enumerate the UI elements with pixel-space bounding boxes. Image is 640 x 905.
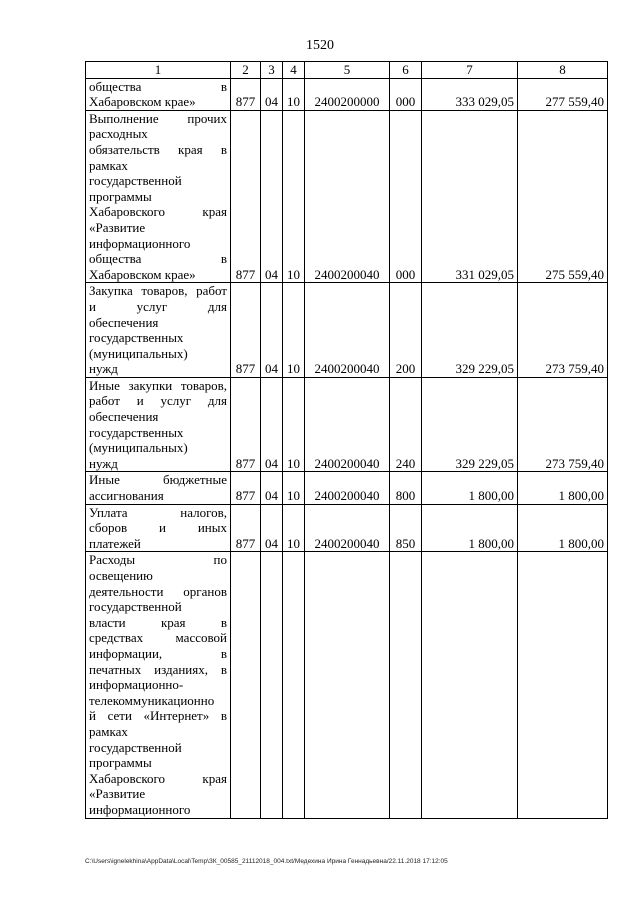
description-line: информационно- [89, 677, 184, 693]
amount-cell [422, 552, 518, 818]
amount-cell: 333 029,05 [422, 78, 518, 110]
description-line: средствах массовой [89, 630, 227, 646]
table-row [86, 552, 608, 818]
table-row [86, 472, 608, 504]
section-cell: 04 [261, 377, 283, 472]
description-line: обязательств края в [89, 141, 227, 157]
expense-type-cell: 200 [390, 283, 422, 378]
target-code-cell: 2400200000 [305, 78, 390, 110]
description-line: работ и услуг для [89, 393, 227, 409]
column-header: 5 [305, 62, 390, 79]
description-line: сборов и иных [89, 520, 227, 536]
description-line: (муниципальных) [89, 440, 188, 456]
description-line: Хабаровском крае» [89, 94, 196, 110]
description-line: обеспечения [89, 314, 159, 330]
amount-cell: 329 229,05 [422, 377, 518, 472]
description-line: и услуг для [89, 298, 227, 314]
description-line: Иные бюджетные [89, 472, 227, 488]
description-line: общества в [89, 251, 227, 267]
column-header: 7 [422, 62, 518, 79]
description-cell [86, 552, 231, 818]
table-row [86, 377, 608, 472]
target-code-cell [305, 552, 390, 818]
description-line: (муниципальных) [89, 345, 188, 361]
section-cell [261, 552, 283, 818]
amount-cell: 1 800,00 [422, 504, 518, 552]
code-cell: 877 [231, 78, 261, 110]
description-line: информации, в [89, 645, 227, 661]
section-cell: 04 [261, 472, 283, 504]
description-line: государственных [89, 330, 184, 346]
description-line: Уплата налогов, [89, 504, 227, 520]
description-cell [86, 504, 231, 552]
description-line: Иные закупки товаров, [89, 377, 227, 393]
code-cell: 877 [231, 377, 261, 472]
description-line: государственной [89, 173, 182, 189]
description-line: телекоммуникационно [89, 692, 215, 708]
description-line: деятельности органов [89, 583, 227, 599]
description-line: Хабаровского края [89, 204, 227, 220]
subsection-cell: 10 [283, 110, 305, 283]
table-row [86, 110, 608, 283]
description-line: платежей [89, 535, 141, 551]
description-cell [86, 377, 231, 472]
budget-table [85, 61, 608, 819]
expense-type-cell [390, 552, 422, 818]
subsection-cell [283, 552, 305, 818]
expense-type-cell: 240 [390, 377, 422, 472]
description-line: государственной [89, 599, 182, 615]
description-line: обеспечения [89, 409, 159, 425]
subsection-cell: 10 [283, 283, 305, 378]
amount-cell: 329 229,05 [422, 283, 518, 378]
amount-cell: 1 800,00 [518, 472, 608, 504]
description-line: общества в [89, 78, 227, 94]
expense-type-cell: 000 [390, 110, 422, 283]
description-line: рамках [89, 157, 128, 173]
page-number: 1520 [306, 38, 334, 53]
description-cell [86, 472, 231, 504]
amount-cell: 273 759,40 [518, 377, 608, 472]
description-line: Закупка товаров, работ [89, 283, 227, 299]
table-row [86, 78, 608, 110]
description-line: Расходы по [89, 552, 227, 568]
description-line: информационного [89, 235, 191, 251]
code-cell [231, 552, 261, 818]
target-code-cell: 2400200040 [305, 283, 390, 378]
description-line: й сети «Интернет» в [89, 708, 227, 724]
description-cell [86, 283, 231, 378]
amount-cell: 331 029,05 [422, 110, 518, 283]
amount-cell [518, 552, 608, 818]
column-header: 8 [518, 62, 608, 79]
target-code-cell: 2400200040 [305, 472, 390, 504]
amount-cell: 1 800,00 [518, 504, 608, 552]
description-line: рамках [89, 723, 128, 739]
amount-cell: 1 800,00 [422, 472, 518, 504]
description-line: ассигнования [89, 488, 164, 504]
description-line: Выполнение прочих [89, 110, 227, 126]
code-cell: 877 [231, 283, 261, 378]
description-line: печатных изданиях, в [89, 661, 227, 677]
description-line: освещению [89, 568, 153, 583]
column-header: 2 [231, 62, 261, 79]
description-line: расходных [89, 126, 148, 142]
column-header: 3 [261, 62, 283, 79]
description-line: информационного [89, 801, 191, 817]
code-cell: 877 [231, 472, 261, 504]
table-row [86, 504, 608, 552]
amount-cell: 273 759,40 [518, 283, 608, 378]
section-cell: 04 [261, 283, 283, 378]
section-cell: 04 [261, 78, 283, 110]
description-line: власти края в [89, 614, 227, 630]
description-line: государственных [89, 424, 184, 440]
column-header: 1 [86, 62, 231, 79]
description-line: Хабаровского края [89, 770, 227, 786]
description-line: нужд [89, 361, 118, 377]
column-header: 4 [283, 62, 305, 79]
column-header: 6 [390, 62, 422, 79]
target-code-cell: 2400200040 [305, 110, 390, 283]
expense-type-cell: 000 [390, 78, 422, 110]
subsection-cell: 10 [283, 78, 305, 110]
description-cell [86, 78, 231, 110]
description-line: нужд [89, 455, 118, 471]
file-path-footer: C:\Users\ignelekhina\AppData\Local\Temp\ЗК_00585_21112018_004.txt/Медехина Ирина Геннадьевна/22.11.2018 17:12:05 [85, 858, 448, 865]
description-line: программы [89, 755, 152, 771]
section-cell: 04 [261, 504, 283, 552]
subsection-cell: 10 [283, 377, 305, 472]
target-code-cell: 2400200040 [305, 504, 390, 552]
description-line: Хабаровском крае» [89, 266, 196, 282]
description-cell [86, 110, 231, 283]
section-cell: 04 [261, 110, 283, 283]
expense-type-cell: 800 [390, 472, 422, 504]
amount-cell: 277 559,40 [518, 78, 608, 110]
table-header-row [86, 62, 608, 79]
expense-type-cell: 850 [390, 504, 422, 552]
amount-cell: 275 559,40 [518, 110, 608, 283]
description-line: программы [89, 188, 152, 204]
description-line: государственной [89, 739, 182, 755]
subsection-cell: 10 [283, 472, 305, 504]
code-cell: 877 [231, 110, 261, 283]
description-line: «Развитие [89, 786, 146, 802]
target-code-cell: 2400200040 [305, 377, 390, 472]
subsection-cell: 10 [283, 504, 305, 552]
description-line: «Развитие [89, 219, 146, 235]
code-cell: 877 [231, 504, 261, 552]
table-row [86, 283, 608, 378]
